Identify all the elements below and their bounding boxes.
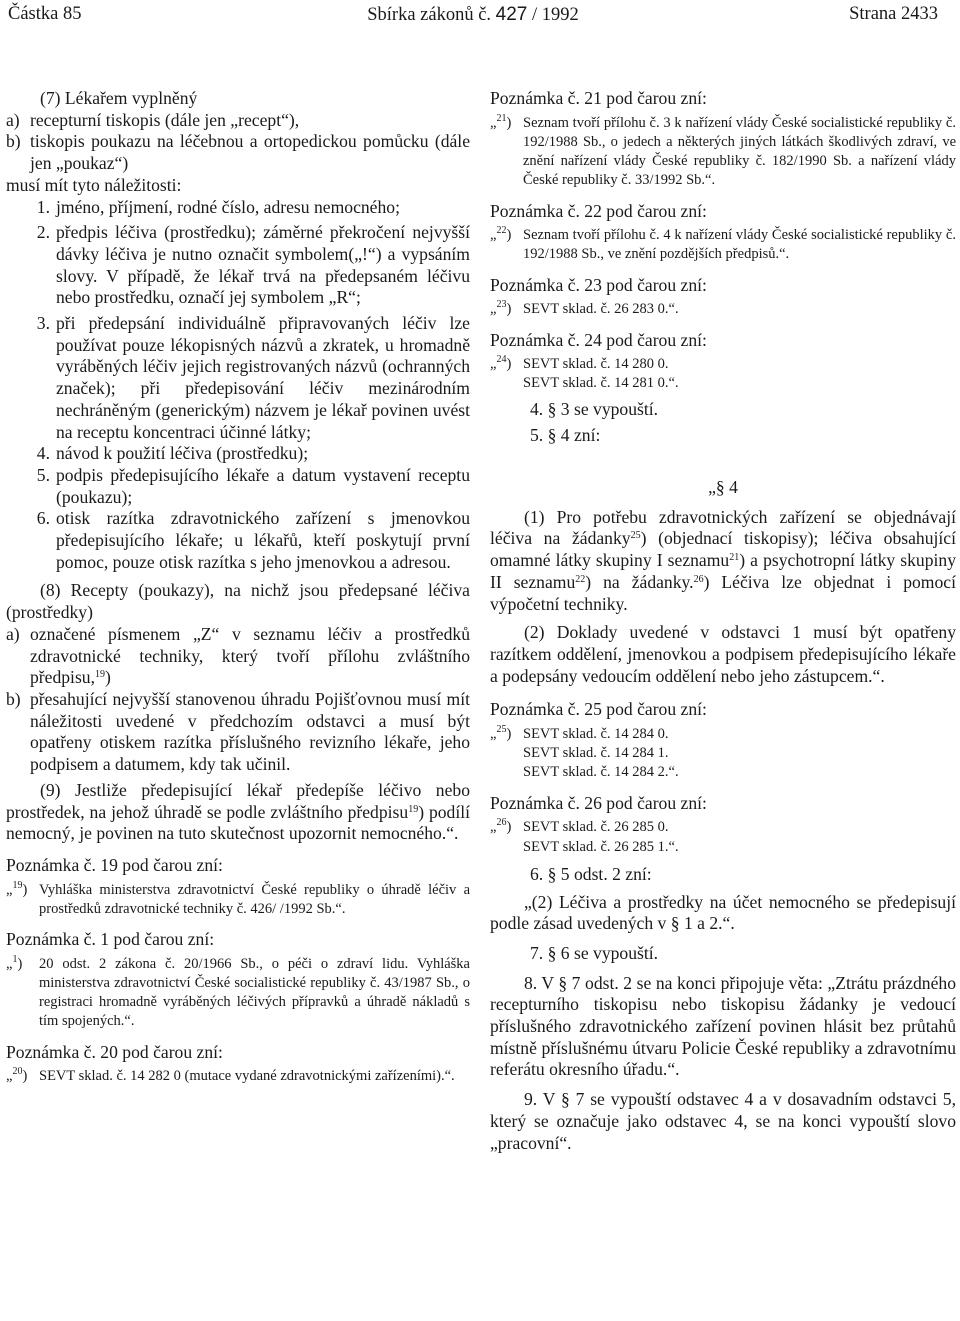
footnote-24: „$^{24}$) SEVT sklad. č. 14 280 0. SEVT sklad. č. 14 281 0.“. [490,354,679,392]
list-item-8b: b) přesahující nejvyšší stanovenou úhradu Pojišťovnou musí mít náležitosti uvedené v předchozím odstavci a musí být opatřeny otiskem razítka příslušného revizního lékaře, jeho podpisem a datumem, kdy tak učinil. [6,688,470,775]
footnote-22: „$^{22}$) Seznam tvoří přílohu č. 4 k nařízení vlády České socialistické republiky č. 192/1988 Sb., ve znění pozdějších předpisů.“. [490,225,956,263]
footnote-21: „$^{21}$) Seznam tvoří přílohu č. 3 k nařízení vlády České socialistické republiky č. 192/1988 Sb., o jedech a některých jiných látkách škodlivých zdraví, ve znění nařízení vlády České republiky č. 182/1990 Sb. a nařízení vlády České republiky č. 33/1992 Sb.“. [490,112,956,189]
list-item-6: 6. otisk razítka zdravotnického zařízení s jmenovkou předepisujícího lékaře; u lékařů, kteří poskytují první pomoc, pouze otisk razítka s jeho jmenovkou a adresou. [36,508,470,572]
left-column [6,88,470,1086]
paragraph-7-requirements: musí mít tyto náležitosti: [6,174,182,195]
page-number: Strana 2433 [849,4,938,24]
footnote-1: „$^1$) 20 odst. 2 zákona č. 20/1966 Sb., o péči o zdraví lidu. Vyhláška ministerstva zdravotnictví České socialistické republiky č. 43/1987 Sb., o registraci hromadně vyráběných léčivých přípravků a úhradě nákladů s tím spojených.“. [6,953,470,1030]
paragraph-mark-4: „§ 4 [708,477,738,498]
note-21-heading: Poznámka č. 21 pod čarou zní: [490,88,707,108]
footnote-25: „$^{25}$) SEVT sklad. č. 14 284 0. SEVT sklad. č. 14 284 1. SEVT sklad. č. 14 284 2.“. [490,724,679,781]
note-25-heading: Poznámka č. 25 pod čarou zní: [490,699,707,720]
note-1-heading: Poznámka č. 1 pod čarou zní: [6,929,215,950]
paragraph-9: (9) Jestliže předepisující lékař předepíše léčivo nebo prostředek, na jehož úhradě se podle zvláštního předpisu$^{19}$) podílí nemocný, je povinen na tuto skutečnost upozornit nemocného.“. [6,779,471,844]
section-8: 8. V § 7 odst. 2 se na konci připojuje věta: „Ztrátu prázdného recepturního tiskopisu nebo tiskopisu žádanky je vedoucí příslušného zdravotnického zařízení povinen hlásit bez průtahů místně příslušnému útvaru Policie České republiky a zdravotnímu referátu okresního úřadu.“. [490,972,956,1080]
note-20-heading: Poznámka č. 20 pod čarou zní: [6,1041,223,1062]
right-column [490,88,956,1154]
list-item-4: 4. návod k použití léčiva (prostředku); [36,443,309,464]
note-22-heading: Poznámka č. 22 pod čarou zní: [490,200,707,221]
paragraph-4-2: (2) Doklady uvedené v odstavci 1 musí být opatřeny razítkem oddělení, jmenovkou a podpisem předepisujícího lékaře a podepsány vedoucím oddělení nebo jeho zástupcem.“. [490,622,956,686]
note-23-heading: Poznámka č. 23 pod čarou zní: [490,274,707,295]
note-19-heading: Poznámka č. 19 pod čarou zní: [6,854,223,875]
section-9: 9. V § 7 se vypouští odstavec 4 a v dosavadním odstavci 5, který se označuje jako odstavec 4, se na konci vypouští slovo „pracovní“. [490,1089,956,1153]
collection-title: Sbírka zákonů č. 427 / 1992 [367,4,579,25]
list-item-1: 1. jméno, příjmení, rodné číslo, adresu nemocného; [36,196,400,217]
page-header [8,4,938,28]
paragraph-8: (8) Recepty (poukazy), na nichž jsou předepsané léčiva (prostředky) [6,580,470,623]
footnote-19: „$^{19}$) Vyhláška ministerstva zdravotnictví České republiky o úhradě léčiv a prostředků zdravotnické techniky č. 426/ /1992 Sb.“. [6,879,470,917]
list-item-2: 2. předpis léčiva (prostředku); záměrné překročení nejvyšší dávky léčiva je nutno označit symbolem(„!“) a vypsáním slovy. V případě, že lékař trvá na předepsaném léčivu nebo prostředku, označí jej symbolem „R“; [36,222,470,308]
footnote-20: „$^{20}$) SEVT sklad. č. 14 282 0 (mutace vydané zdravotnickými zařízeními).“. [6,1066,455,1085]
list-item-3: 3. při předepsání individuálně připravovaných léčiv lze používat pouze lékopisných názvů a zkratek, u hromadně vyráběných léčiv jejich registrovaných názvů (ochranných značek); při předepisování léčiv mezinárodním nechráněným (generickým) názvem je lékař povinen uvést na receptu koncentraci účinné látky; [36,313,470,442]
section-7: 7. § 6 se vypouští. [530,942,659,963]
list-item-8a: a) označené písmenem „Z“ v seznamu léčiv a prostředků zdravotnické techniky, který tvoří přílohu zvláštního předpisu,$^{19}$) [6,623,470,688]
footnote-23: „$^{23}$) SEVT sklad. č. 26 283 0.“. [490,299,679,318]
section-5: 5. § 4 zní: [530,425,601,446]
paragraph-4-1: (1) Pro potřebu zdravotnických zařízení se objednávají léčiva na žádanky$^{25}$) (objednací tiskopisy); léčiva obsahující omamné látky skupiny I seznamu$^{21}$) a psychotropní látky skupiny II seznamu$^{22}$) na žádanky.$^{26}$) Léčiva lze objednat i pomocí výpočetní techniky. [490,506,956,614]
section-4: 4. § 3 se vypouští. [530,398,659,419]
note-24-heading: Poznámka č. 24 pod čarou zní: [490,329,707,350]
list-item-a: a) recepturní tiskopis (dále jen „recept“), [6,109,300,130]
section-6-text: „(2) Léčiva a prostředky na účet nemocného se předepisují podle zásad uvedených v § 1 a 2.“. [490,891,956,934]
paragraph-7: (7) Lékařem vyplněný [40,88,198,108]
list-item-b: b) tiskopis poukazu na léčebnou a ortopedickou pomůcku (dále jen „poukaz“) [6,131,470,174]
law-number: 427 [495,4,528,25]
note-26-heading: Poznámka č. 26 pod čarou zní: [490,792,707,813]
part-number: Částka 85 [8,4,82,24]
footnote-26: „$^{26}$) SEVT sklad. č. 26 285 0. SEVT sklad. č. 26 285 1.“. [490,817,679,855]
section-6: 6. § 5 odst. 2 zní: [530,863,652,884]
list-item-5: 5. podpis předepisujícího lékaře a datum vystavení receptu (poukazu); [36,464,470,507]
